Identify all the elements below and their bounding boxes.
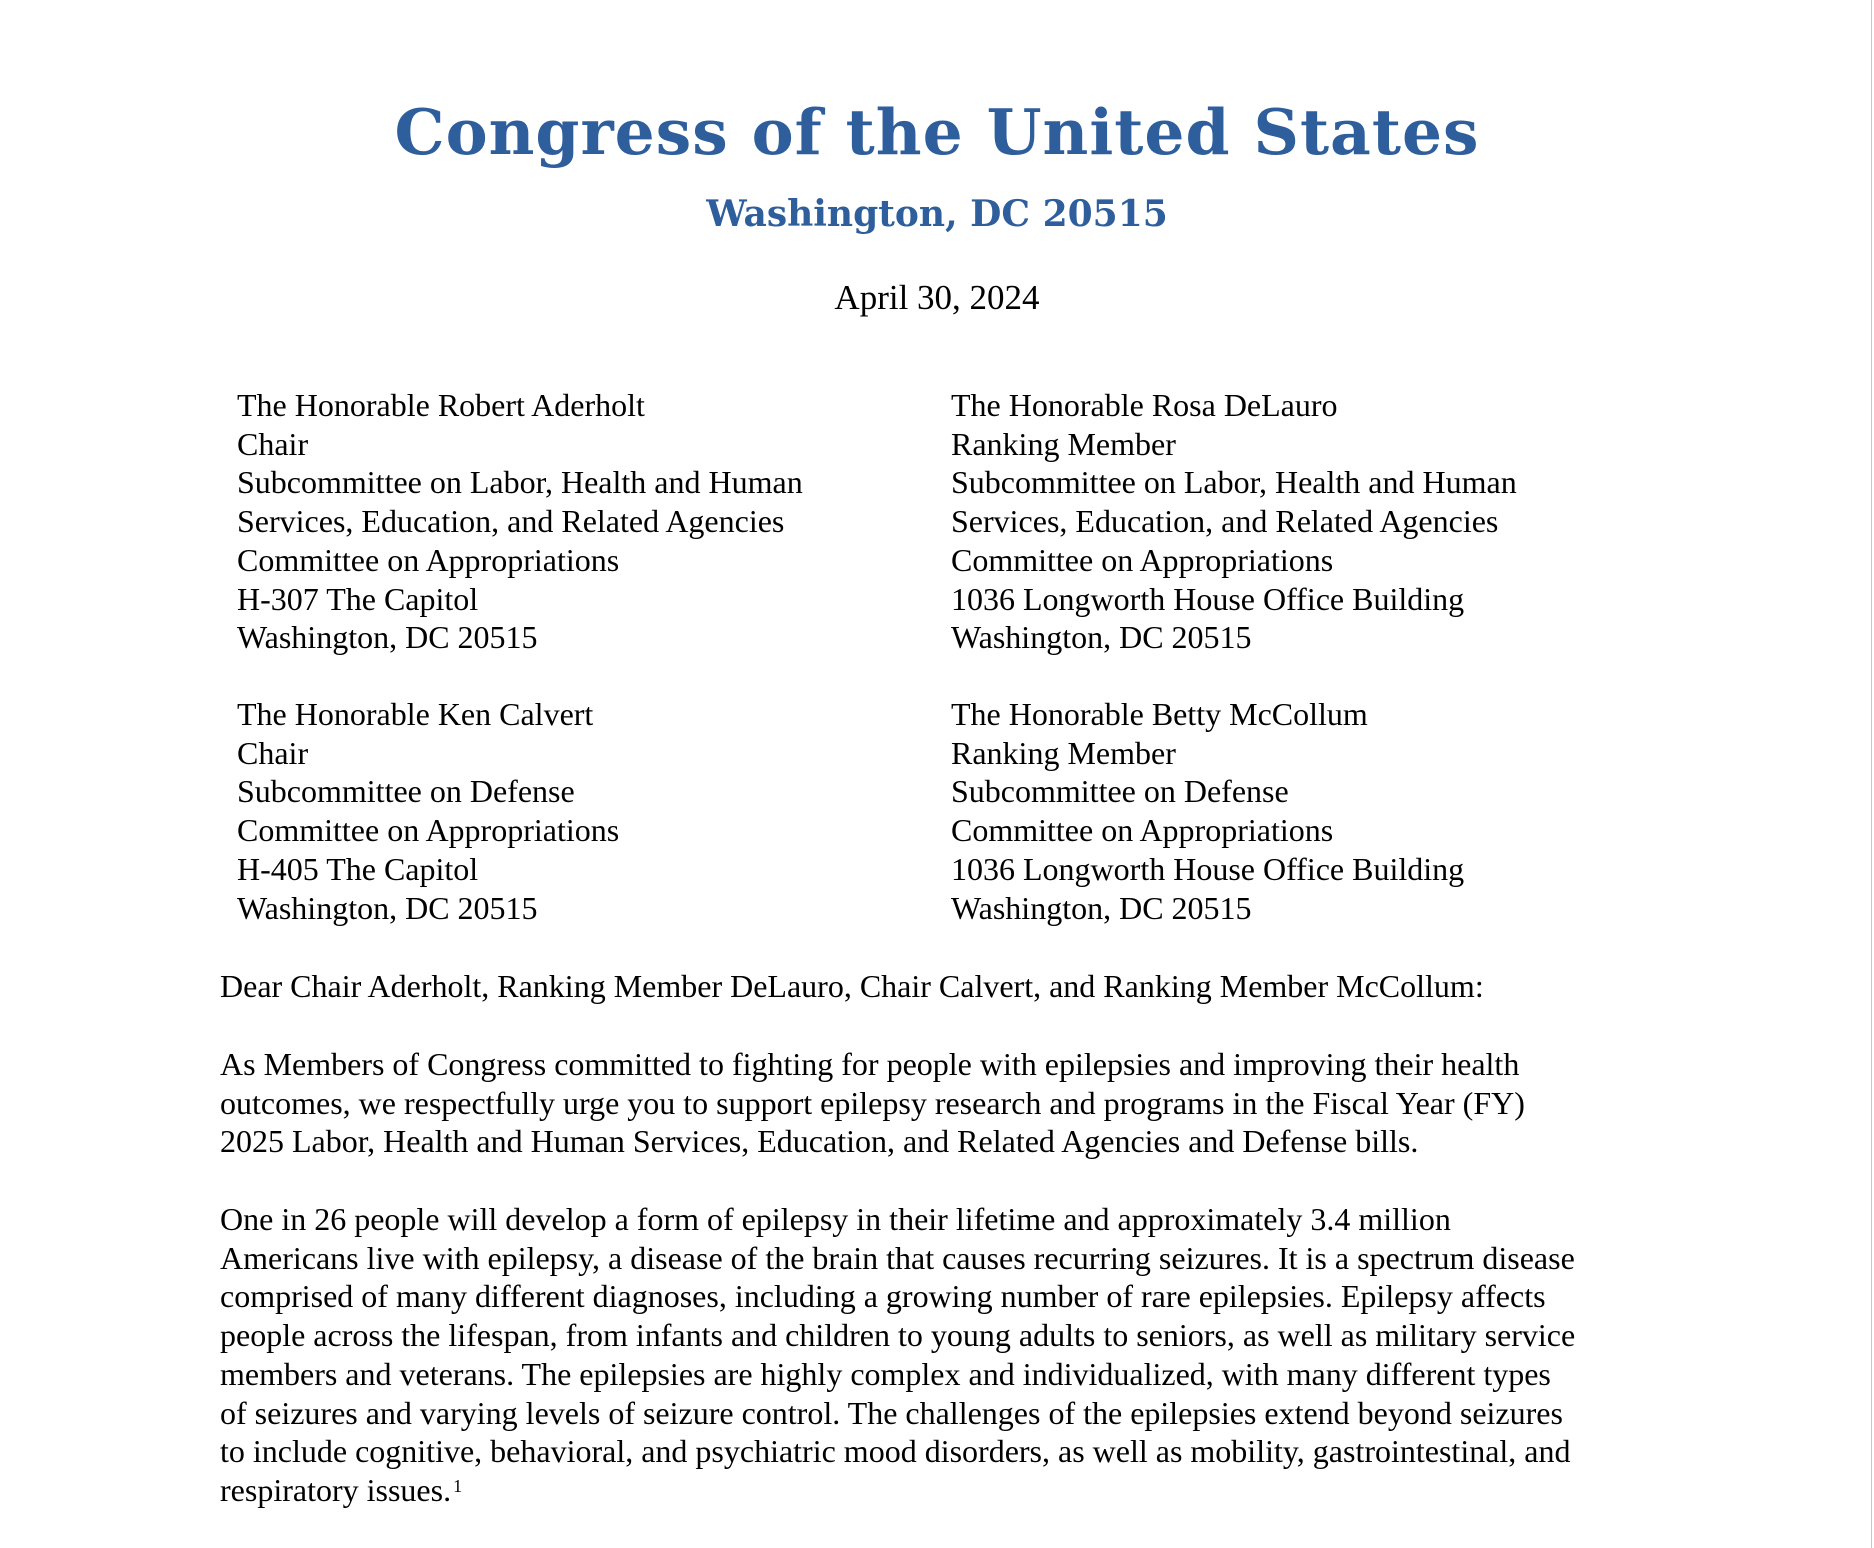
salutation (220, 967, 1660, 1006)
paragraph-line: people across the lifespan, from infants and children to young adults to seniors, as well as military service (220, 1317, 1576, 1354)
body-paragraph-1 (220, 1045, 1660, 1161)
address-line: Washington, DC 20515 (237, 619, 538, 656)
paragraph-line-text: respiratory issues. (220, 1471, 452, 1508)
address-line: Subcommittee on Labor, Health and Human (951, 464, 1517, 501)
address-line: Chair (237, 734, 309, 771)
address-line: Ranking Member (951, 425, 1176, 462)
letterhead-title: Congress of the United States (394, 95, 1480, 169)
address-line: Washington, DC 20515 (237, 889, 538, 926)
paragraph-line: members and veterans. The epilepsies are highly complex and individualized, with many different types (220, 1355, 1551, 1392)
paragraph-line-last (220, 1471, 1660, 1510)
letterhead-city: Washington, DC 20515 (706, 193, 1168, 235)
address-line: The Honorable Robert Aderholt (237, 387, 645, 423)
page-right-edge (1871, 0, 1872, 1548)
address-line: Subcommittee on Defense (237, 773, 575, 810)
paragraph-line: of seizures and varying levels of seizure control. The challenges of the epilepsies extend beyond seizures (220, 1394, 1563, 1431)
address-line: 1036 Longworth House Office Building (951, 580, 1465, 617)
address-line: Washington, DC 20515 (951, 889, 1252, 926)
address-line: Committee on Appropriations (951, 812, 1334, 849)
address-line: Washington, DC 20515 (951, 619, 1252, 656)
address-line: The Honorable Ken Calvert (237, 696, 594, 732)
paragraph-line: comprised of many different diagnoses, including a growing number of rare epilepsies. Epilepsy affects (220, 1278, 1546, 1315)
address-line: Subcommittee on Labor, Health and Human (237, 464, 803, 501)
address-line: The Honorable Betty McCollum (951, 696, 1368, 732)
address-line: Ranking Member (951, 734, 1176, 771)
recipient-address-calvert (237, 695, 937, 927)
paragraph-line: to include cognitive, behavioral, and psychiatric mood disorders, as well as mobility, gastrointestinal, and (220, 1433, 1571, 1470)
recipient-address-mccollum (951, 695, 1651, 927)
address-line: Services, Education, and Related Agencies (951, 503, 1499, 540)
address-line: H-307 The Capitol (237, 580, 479, 617)
address-line: H-405 The Capitol (237, 850, 479, 887)
salutation-text: Dear Chair Aderholt, Ranking Member DeLauro, Chair Calvert, and Ranking Member McCollum: (220, 968, 1484, 1004)
body-paragraph-2 (220, 1200, 1660, 1510)
footnote-marker[interactable]: 1 (453, 1475, 463, 1496)
address-line: 1036 Longworth House Office Building (951, 850, 1465, 887)
paragraph-line: One in 26 people will develop a form of epilepsy in their lifetime and approximately 3.4 million (220, 1201, 1451, 1237)
letter-date: April 30, 2024 (834, 278, 1040, 317)
address-line: Committee on Appropriations (237, 812, 620, 849)
paragraph-line: Americans live with epilepsy, a disease of the brain that causes recurring seizures. It is a spectrum disease (220, 1239, 1575, 1276)
paragraph-line: As Members of Congress committed to fighting for people with epilepsies and improving their health (220, 1046, 1520, 1082)
paragraph-line: outcomes, we respectfully urge you to support epilepsy research and programs in the Fiscal Year (FY) (220, 1084, 1525, 1121)
recipient-address-delauro (951, 386, 1651, 657)
address-line: The Honorable Rosa DeLauro (951, 387, 1338, 423)
address-line: Services, Education, and Related Agencies (237, 503, 785, 540)
paragraph-line: 2025 Labor, Health and Human Services, Education, and Related Agencies and Defense bills. (220, 1123, 1419, 1160)
address-line: Chair (237, 425, 309, 462)
address-line: Subcommittee on Defense (951, 773, 1289, 810)
recipient-address-aderholt (237, 386, 937, 657)
address-line: Committee on Appropriations (237, 541, 620, 578)
address-line: Committee on Appropriations (951, 541, 1334, 578)
